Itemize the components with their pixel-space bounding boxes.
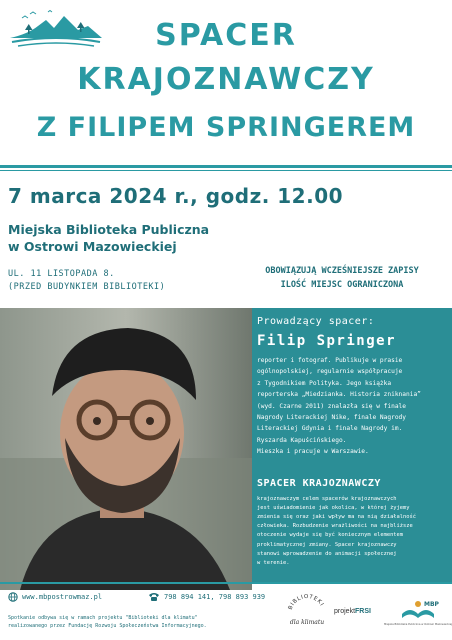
address-line-2: (PRZED BUDYNKIEM BIBLIOTEKI) xyxy=(8,282,166,292)
svg-text:BIBLIOTEKI xyxy=(288,594,325,611)
speaker-panel xyxy=(252,308,452,582)
address-line-1: UL. 11 LISTOPADA 8. xyxy=(8,269,115,279)
bio-line: Nagrody Literackiej Nike, finale Nagrody xyxy=(257,414,407,422)
website[interactable] xyxy=(8,592,102,602)
section-line: w terenie. xyxy=(257,560,290,567)
bio-line: z Tygodnikiem Polityka. Jego książka xyxy=(257,379,392,387)
venue-line-1: Miejska Biblioteka Publiczna xyxy=(8,222,210,237)
section-line: człowieka. Rozbudzenie wrażliwości na najbliższe xyxy=(257,523,413,530)
bio-line: reporter i fotograf. Publikuje w prasie xyxy=(257,357,403,364)
bio-line: ogólnopolskiej, regularnie współpracuje xyxy=(257,368,403,376)
mbp-logo-subtitle: Miejska Biblioteka Publiczna w Ostrowi Mazowieckiej xyxy=(383,623,452,626)
phone-numbers: 798 894 141, 798 893 939 xyxy=(164,593,266,601)
section-line: proklimatycznej zmiany. Spacer krajoznawczy xyxy=(257,541,397,548)
frsi-logo xyxy=(334,608,371,615)
section-line: jest uświadomienie jak okolica, w której żyjemy xyxy=(257,504,410,511)
venue-line-2: w Ostrowi Mazowieckiej xyxy=(8,239,177,254)
bio-line: Ryszarda Kapuścińskiego. xyxy=(257,436,347,444)
bio-line: Mieszka i pracuje w Warszawie. xyxy=(257,448,369,456)
bib-logo-top: BIBLIOTEKI xyxy=(287,593,325,611)
mbp-logo xyxy=(383,594,452,634)
speaker-name: Filip Springer xyxy=(257,333,397,349)
title-line-3: Z FILIPEM SPRINGEREM xyxy=(36,112,416,143)
header-divider-thin xyxy=(0,170,452,171)
title-line-1: SPACER xyxy=(155,18,297,53)
speaker-photo xyxy=(0,308,252,590)
frsi-name: FRSI xyxy=(355,608,371,615)
bio-line: (wyd. Czarne 2011) znalazła się w finale xyxy=(257,402,407,410)
bio-line: Literackiej Gdynia i finale Nagrody im. xyxy=(257,425,403,433)
venue xyxy=(8,221,209,255)
speaker-bio xyxy=(257,355,448,458)
speaker-portrait xyxy=(0,308,252,590)
website-link[interactable]: www.mbpostrowmaz.pl xyxy=(22,593,103,601)
mbp-logo-text: MBP xyxy=(424,601,439,608)
phone-icon xyxy=(148,592,160,602)
header-divider xyxy=(0,165,452,168)
notice-line-1: OBOWIĄZUJĄ WCZEŚNIEJSZE ZAPISY xyxy=(265,266,419,276)
phones xyxy=(148,592,265,602)
biblioteki-dla-klimatu-logo xyxy=(283,590,331,630)
bio-line: reporterska „Miedzianka. Historia zniknania” xyxy=(257,391,421,399)
note-line-2: realizowanego przez Fundację Rozwoju Społeczeństwa Informacyjnego. xyxy=(8,623,207,629)
section-line: zmienia się oraz jaki wpływ ma na nią działalność xyxy=(257,514,417,521)
section-text xyxy=(257,495,448,569)
registration-notice xyxy=(242,264,442,292)
section-title: SPACER KRAJOZNAWCZY xyxy=(257,477,381,489)
guide-label: Prowadzący spacer: xyxy=(257,316,375,327)
section-line: krajoznawczym celem spacerów krajoznawczych xyxy=(257,495,397,502)
notice-line-2: ILOŚĆ MIEJSC OGRANICZONA xyxy=(280,280,404,290)
bib-logo-bottom: dla klimatu xyxy=(289,619,325,626)
frsi-prefix: projekt xyxy=(334,608,356,615)
address xyxy=(8,268,165,294)
note-line-1: Spotkanie odbywa się w ramach projektu "Biblioteki dla klimatu" xyxy=(8,615,198,621)
section-line: stanowi wprowadzenie do animacji społecznej xyxy=(257,550,397,557)
section-line: otoczenie wydaje się być koniecznym elementem xyxy=(257,532,404,539)
project-note xyxy=(8,614,228,630)
globe-icon xyxy=(8,592,18,602)
title-line-2: KRAJOZNAWCZY xyxy=(77,62,375,97)
footer-divider xyxy=(0,582,452,584)
event-date: 7 marca 2024 r., godz. 12.00 xyxy=(8,184,344,208)
